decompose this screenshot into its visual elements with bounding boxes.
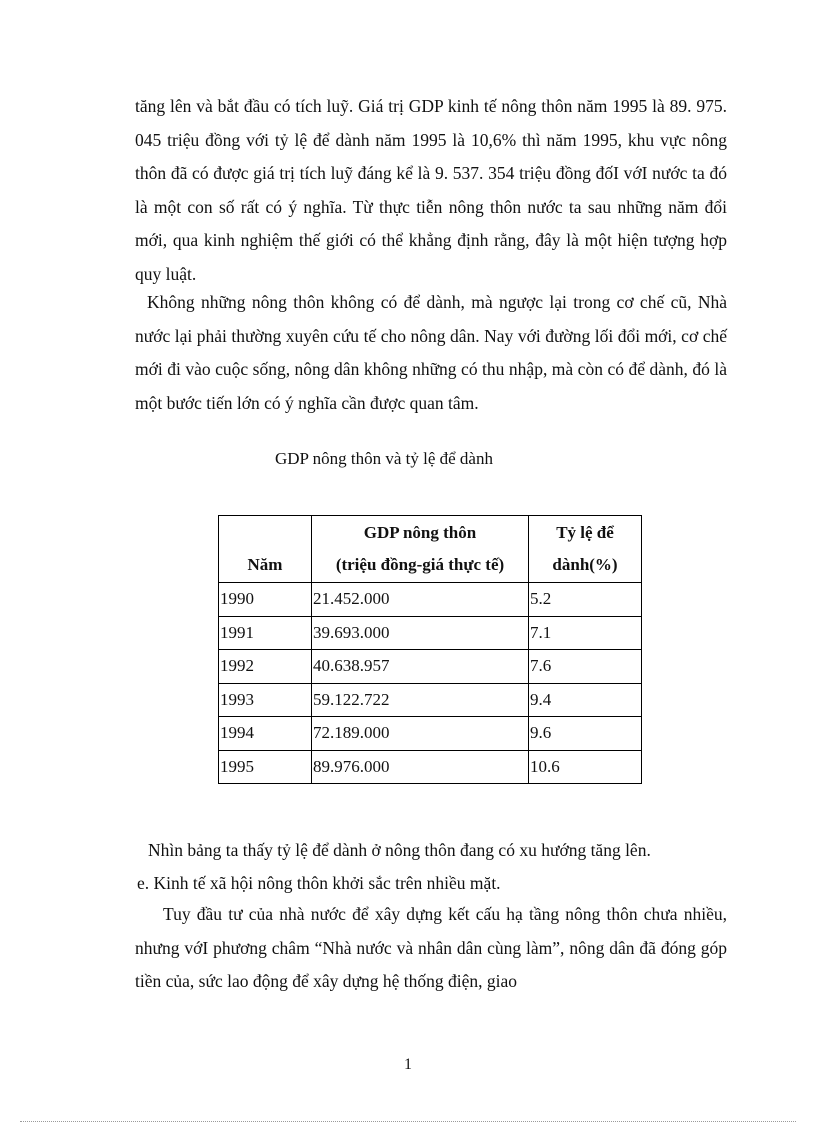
page-number: 1 [404, 1056, 412, 1073]
section-heading: e. Kinh tế xã hội nông thôn khởi sắc trên nhiều mặt. [137, 873, 501, 893]
cell-rate: 10.6 [529, 750, 642, 784]
header-year [219, 516, 312, 583]
paragraph-infrastructure-investment: Tuy đầu tư của nhà nước để xây dựng kết cấu hạ tầng nông thôn chưa nhiều, nhưng vớI phương châm “Nhà nước và nhân dân cùng làm”, nông dân đã đóng góp tiền của, sức lao động để xây dựng hệ thống điện, giao [135, 904, 727, 991]
cell-year: 1993 [219, 683, 312, 717]
header-rate-line2: dành(%) [552, 555, 618, 574]
cell-gdp: 40.638.957 [312, 650, 529, 684]
paragraph-gdp-accumulation: tăng lên và bắt đầu có tích luỹ. Giá trị GDP kinh tế nông thôn năm 1995 là 89. 975. 045 triệu đồng với tỷ lệ để dành năm 1995 là 10,6% thì năm 1995, khu vực nông thôn đã có được giá trị tích luỹ đáng kể là 9. 537. 354 triệu đồng đốI vớI nước ta đó là một con số rất có ý nghĩa. Từ thực tiễn nông thôn nước ta sau những năm đổi mới, qua kinh nghiệm thế giới có thể khẳng định rằng, đây là một hiện tượng hợp quy luật. [135, 96, 727, 284]
header-gdp-line1: GDP nông thôn [363, 523, 477, 542]
cell-rate: 7.1 [529, 616, 642, 650]
header-rate-line1: Tỷ lệ để [556, 523, 614, 542]
header-savings-rate [529, 516, 642, 583]
cell-rate: 7.6 [529, 650, 642, 684]
table-row [219, 650, 642, 684]
header-year-label: Năm [247, 555, 283, 574]
table-caption: GDP nông thôn và tỷ lệ để dành [275, 449, 493, 468]
cell-year: 1990 [219, 583, 312, 617]
table-row [219, 583, 642, 617]
cell-gdp: 59.122.722 [312, 683, 529, 717]
header-gdp [312, 516, 529, 583]
cell-gdp: 21.452.000 [312, 583, 529, 617]
table-row [219, 717, 642, 751]
table-row [219, 750, 642, 784]
cell-gdp: 89.976.000 [312, 750, 529, 784]
page-bottom-divider [20, 1121, 796, 1122]
header-gdp-line2: (triệu đồng-giá thực tế) [335, 555, 505, 574]
paragraph-table-observation: Nhìn bảng ta thấy tỷ lệ để dành ở nông thôn đang có xu hướng tăng lên. [148, 840, 651, 860]
cell-rate: 9.4 [529, 683, 642, 717]
cell-year: 1994 [219, 717, 312, 751]
cell-rate: 5.2 [529, 583, 642, 617]
cell-gdp: 39.693.000 [312, 616, 529, 650]
cell-year: 1991 [219, 616, 312, 650]
cell-gdp: 72.189.000 [312, 717, 529, 751]
cell-rate: 9.6 [529, 717, 642, 751]
table-row [219, 683, 642, 717]
cell-year: 1992 [219, 650, 312, 684]
table-row [219, 616, 642, 650]
gdp-savings-table [218, 515, 642, 784]
table-header-row [219, 516, 642, 583]
paragraph-savings-progress: Không những nông thôn không có để dành, mà ngược lại trong cơ chế cũ, Nhà nước lại phải thường xuyên cứu tế cho nông dân. Nay với đường lối đổi mới, cơ chế mới đi vào cuộc sống, nông dân không những có thu nhập, mà còn có để dành, đó là một bước tiến lớn có ý nghĩa cần được quan tâm. [135, 292, 727, 413]
cell-year: 1995 [219, 750, 312, 784]
